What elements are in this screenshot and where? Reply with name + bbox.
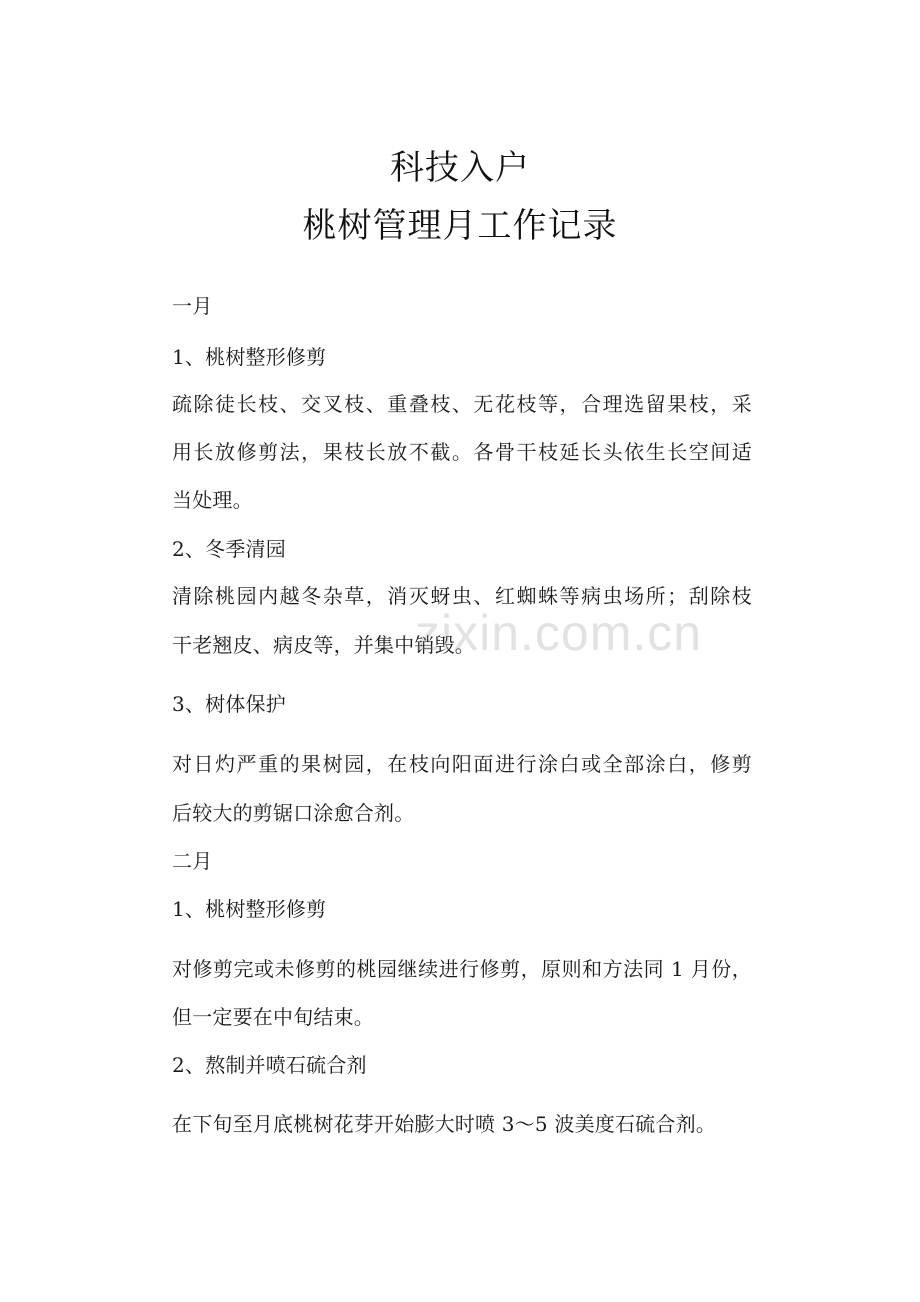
paragraph-line: 后较大的剪锯口涂愈合剂。 <box>172 801 415 825</box>
paragraph-line: 疏除徒长枝、交叉枝、重叠枝、无花枝等，合理选留果枝，采 <box>172 392 752 416</box>
paragraph-line: 当处理。 <box>172 488 253 512</box>
month-heading-january: 一月 <box>172 294 213 318</box>
section-heading: 1、桃树整形修剪 <box>172 345 327 369</box>
paragraph-line: 但一定要在中旬结束。 <box>172 1005 374 1029</box>
document-title-line-2: 桃树管理月工作记录 <box>302 206 618 246</box>
document-title-line-1: 科技入户 <box>390 148 530 188</box>
watermark: zixin.com.cn <box>415 605 703 661</box>
section-heading: 2、冬季清园 <box>172 537 286 561</box>
section-heading: 3、树体保护 <box>172 692 286 716</box>
paragraph-line: 干老翘皮、病皮等，并集中销毁。 <box>172 633 475 657</box>
section-heading: 2、熬制并喷石硫合剂 <box>172 1053 367 1077</box>
paragraph-line: 在下旬至月底桃树花芽开始膨大时喷 3～5 波美度石硫合剂。 <box>172 1112 716 1136</box>
paragraph-line: 清除桃园内越冬杂草，消灭蚜虫、红蜘蛛等病虫场所；刮除枝 <box>172 584 752 608</box>
paragraph-line: 对修剪完或未修剪的桃园继续进行修剪，原则和方法同 1 月份， <box>172 957 752 981</box>
section-heading: 1、桃树整形修剪 <box>172 897 327 921</box>
month-heading-february: 二月 <box>172 849 213 873</box>
paragraph-line: 用长放修剪法，果枝长放不截。各骨干枝延长头依生长空间适 <box>172 440 752 464</box>
paragraph-line: 对日灼严重的果树园，在枝向阳面进行涂白或全部涂白，修剪 <box>172 752 752 776</box>
